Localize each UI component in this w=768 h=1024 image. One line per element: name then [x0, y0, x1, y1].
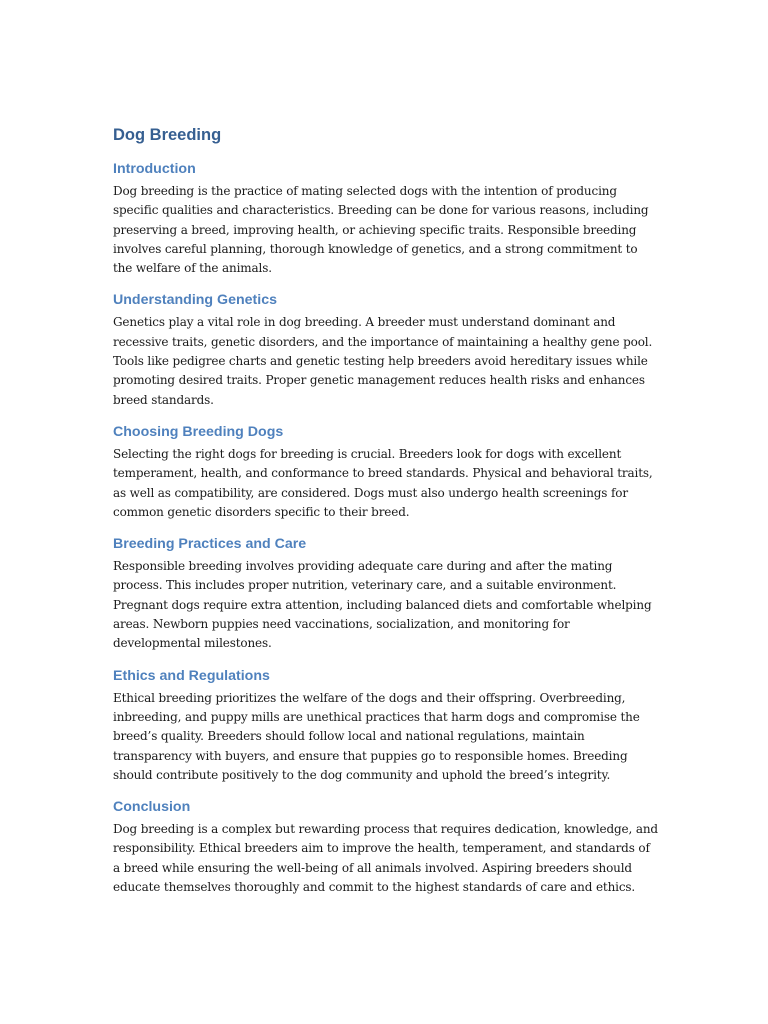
section-understanding-genetics [113, 291, 658, 409]
section-breeding-practices-and-care [113, 535, 658, 653]
section-introduction [113, 160, 658, 278]
section-conclusion [113, 798, 658, 897]
section-paragraph: Ethical breeding prioritizes the welfare of the dogs and their offspring. Overbreeding, inbreeding, and puppy mills are unethical practices that harm dogs and compromise the breed’s quality. Breeders should follow local and national regulations, maintain transparency with buyers, and ensure that puppies go to responsible homes. Breeding should contribute positively to the dog community and uphold the breed’s integrity. [113, 690, 640, 782]
document-content [113, 125, 658, 910]
section-paragraph: Genetics play a vital role in dog breeding. A breeder must understand dominant and recessive traits, genetic disorders, and the importance of maintaining a healthy gene pool. Tools like pedigree charts and genetic testing help breeders avoid hereditary issues while promoting desired traits. Proper genetic management reduces health risks and enhances breed standards. [113, 315, 653, 407]
section-heading: Ethics and Regulations [113, 667, 270, 684]
section-heading: Understanding Genetics [113, 292, 277, 309]
section-paragraph: Selecting the right dogs for breeding is crucial. Breeders look for dogs with excellent temperament, health, and conformance to breed standards. Physical and behavioral traits, as well as compatibility, are considered. Dogs must also undergo health screenings for common genetic disorders specific to their breed. [113, 446, 653, 519]
section-heading: Conclusion [113, 799, 191, 816]
section-paragraph: Dog breeding is a complex but rewarding process that requires dedication, knowledge, and responsibility. Ethical breeders aim to improve the health, temperament, and standards of a breed while ensuring the well-being of all animals involved. Aspiring breeders should educate themselves thoroughly and commit to the highest standards of care and ethics. [113, 822, 658, 895]
section-ethics-and-regulations [113, 667, 658, 785]
section-choosing-breeding-dogs [113, 423, 658, 522]
section-paragraph: Dog breeding is the practice of mating selected dogs with the intention of producing specific qualities and characteristics. Breeding can be done for various reasons, including preserving a breed, improving health, or achieving specific traits. Responsible breeding involves careful planning, thorough knowledge of genetics, and a strong commitment to the welfare of the animals. [113, 184, 649, 276]
document-title: Dog Breeding [113, 126, 222, 144]
section-heading: Choosing Breeding Dogs [113, 423, 284, 440]
section-paragraph: Responsible breeding involves providing adequate care during and after the mating process. This includes proper nutrition, veterinary care, and a suitable environment. Pregnant dogs require extra attention, including balanced diets and comfortable whelping areas. Newborn puppies need vaccinations, socialization, and monitoring for developmental milestones. [113, 559, 652, 651]
section-heading: Breeding Practices and Care [113, 536, 307, 553]
section-heading: Introduction [113, 161, 196, 177]
